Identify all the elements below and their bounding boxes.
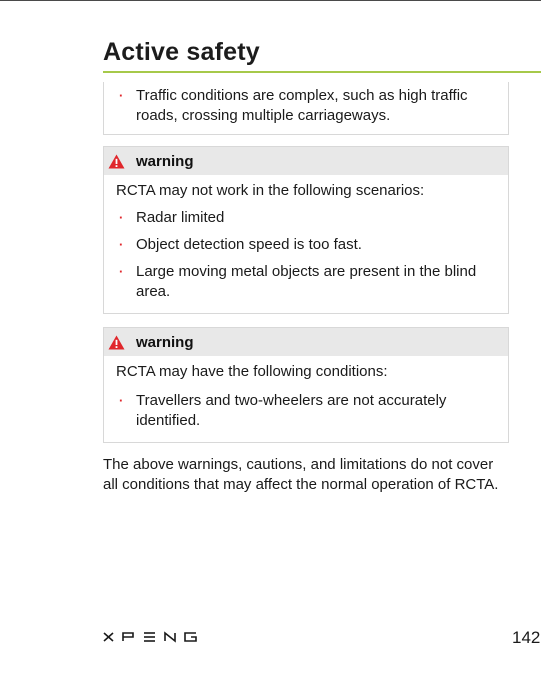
warning-header (104, 328, 508, 356)
page-number: 142 (512, 628, 541, 647)
top-rule (0, 0, 541, 1)
list-item-text: Radar limited (136, 209, 225, 226)
warning-label: warning (136, 333, 194, 351)
warning-box (103, 327, 509, 443)
list-item-text: Travellers and two-wheelers are not accurately identified. (136, 392, 447, 429)
list-item (104, 262, 508, 302)
warning-intro: RCTA may have the following conditions: (116, 363, 388, 380)
warning-triangle-icon (108, 154, 125, 169)
warning-header (104, 147, 508, 175)
continuation-box (103, 82, 509, 135)
section-title: Active safety (103, 38, 260, 66)
list-item-text: Traffic conditions are complex, such as high traffic roads, crossing multiple carriageways. (136, 87, 468, 124)
list-item-text: Object detection speed is too fast. (136, 236, 362, 253)
list-item (104, 86, 508, 126)
list-item-text: Large moving metal objects are present in the blind area. (136, 263, 477, 300)
bullet-list (104, 201, 508, 302)
list-item (104, 235, 508, 255)
warning-label: warning (136, 152, 194, 170)
xpeng-logo (103, 631, 199, 643)
footnote-paragraph: The above warnings, cautions, and limitations do not cover all conditions that may affect the normal operation of RCTA. (103, 456, 499, 493)
bullet-dot-icon: · (119, 210, 124, 225)
bullet-dot-icon: · (119, 237, 124, 252)
bullet-dot-icon: · (119, 88, 124, 103)
warning-box (103, 146, 509, 314)
bullet-dot-icon: · (119, 264, 124, 279)
bullet-dot-icon: · (119, 393, 124, 408)
bullet-list (104, 382, 508, 431)
list-item (104, 391, 508, 431)
title-underline (103, 71, 541, 73)
warning-triangle-icon (108, 335, 125, 350)
warning-intro: RCTA may not work in the following scenarios: (116, 182, 425, 199)
list-item (104, 208, 508, 228)
bullet-list (104, 82, 508, 126)
